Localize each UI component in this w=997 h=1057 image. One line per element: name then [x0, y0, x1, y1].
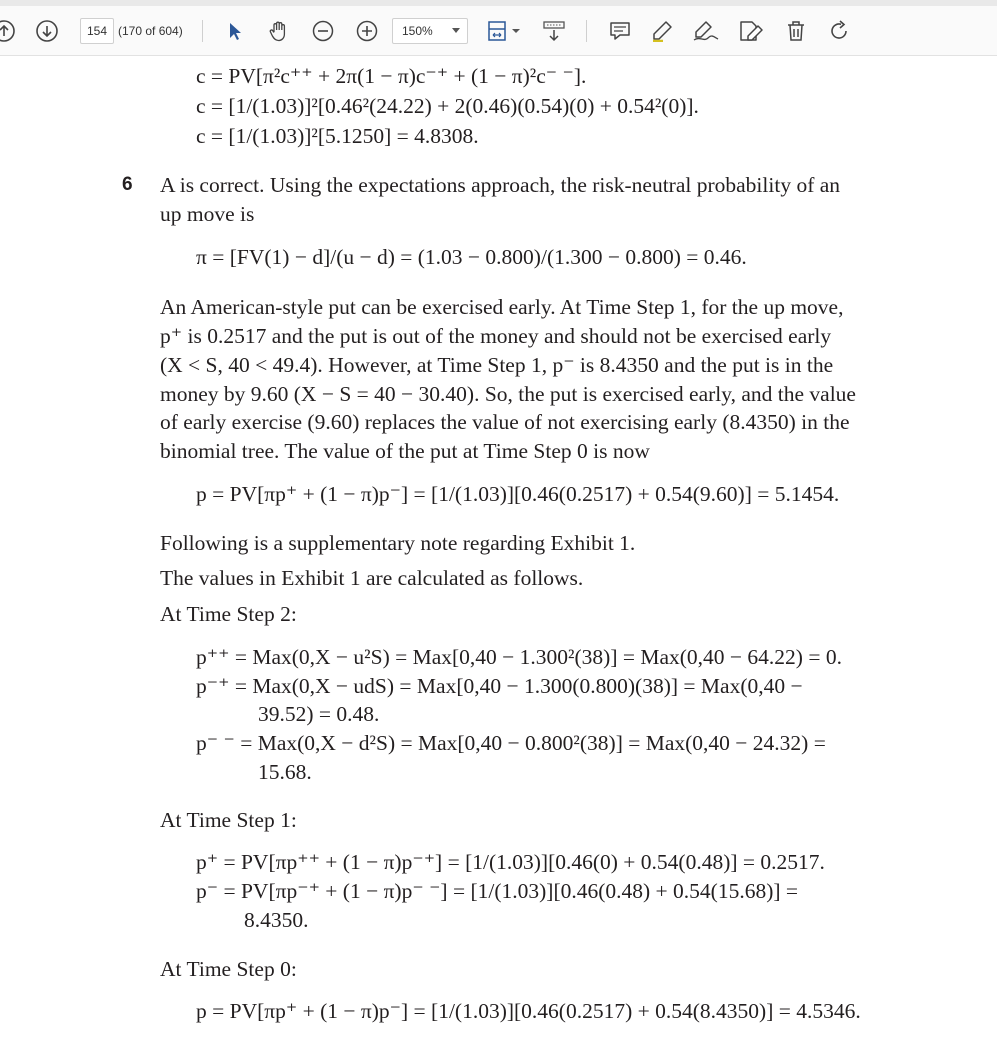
paragraph-line: binomial tree. The value of the put at Time Step 0 is now [160, 439, 650, 463]
paragraph-line: An American-style put can be exercised early. At Time Step 1, for the up move, [160, 295, 844, 319]
select-tool-icon[interactable] [222, 18, 248, 44]
equation-p-upup: p⁺⁺ = Max(0,X − u²S) = Max[0,40 − 1.300²(38)] = Max(0,40 − 64.22) = 0. [196, 645, 842, 669]
equation-p-downup: p⁻⁺ = Max(0,X − udS) = Max[0,40 − 1.300(0.800)(38)] = Max(0,40 − [196, 674, 803, 698]
zoom-select[interactable] [392, 18, 468, 44]
time-step-heading: At Time Step 0: [160, 957, 297, 981]
time-step-heading: At Time Step 1: [160, 808, 297, 832]
document-page [0, 56, 997, 1057]
paragraph-line: (X < S, 40 < 49.4). However, at Time Step 1, p⁻ is 8.4350 and the put is in the [160, 353, 834, 377]
answer-line: A is correct. Using the expectations approach, the risk-neutral probability of an [160, 173, 841, 197]
question-number: 6 [122, 174, 133, 195]
equation-put-value-time-0: p = PV[πp⁺ + (1 − π)p⁻] = [1/(1.03)][0.46(0.2517) + 0.54(8.4350)] = 4.5346. [196, 999, 861, 1023]
read-mode-icon[interactable] [540, 18, 568, 44]
note-line: The values in Exhibit 1 are calculated as follows. [160, 566, 584, 590]
page-position-label: (170 of 604) [118, 24, 183, 38]
zoom-value: 150% [402, 24, 433, 38]
pdf-toolbar [0, 0, 997, 56]
equation-risk-neutral-probability: π = [FV(1) − d]/(u − d) = (1.03 − 0.800)/(1.300 − 0.800) = 0.46. [196, 245, 747, 269]
equation-p-downdown: p⁻ ⁻ = Max(0,X − d²S) = Max[0,40 − 0.800²(38)] = Max(0,40 − 24.32) = [196, 731, 826, 755]
redo-icon[interactable] [826, 18, 854, 44]
equation-p-down: p⁻ = PV[πp⁻⁺ + (1 − π)p⁻ ⁻] = [1/(1.03)][0.46(0.48) + 0.54(15.68)] = [196, 879, 799, 903]
hand-tool-icon[interactable] [265, 18, 293, 44]
equation-put-value-early-exercise: p = PV[πp⁺ + (1 − π)p⁻] = [1/(1.03)][0.46(0.2517) + 0.54(9.60)] = 5.1454. [196, 482, 840, 506]
comment-icon[interactable] [606, 18, 634, 44]
paragraph-line: of early exercise (9.60) replaces the value of not exercising early (8.4350) in the [160, 410, 850, 434]
chevron-down-icon [452, 28, 460, 34]
equation-p-down-cont: 8.4350. [244, 908, 309, 932]
equation-p-up: p⁺ = PV[πp⁺⁺ + (1 − π)p⁻⁺] = [1/(1.03)][0.46(0) + 0.54(0.48)] = 0.2517. [196, 850, 825, 874]
equation-p-downdown-cont: 15.68. [258, 760, 312, 784]
previous-page-icon[interactable] [0, 18, 18, 44]
sign-icon[interactable] [690, 18, 722, 44]
zoom-in-icon[interactable] [354, 18, 380, 44]
page-fit-icon[interactable] [486, 18, 524, 44]
page-number-input[interactable]: 154 [80, 18, 114, 44]
trash-icon[interactable] [782, 18, 810, 44]
equation-call-result: c = [1/(1.03)]²[5.1250] = 4.8308. [196, 124, 479, 148]
time-step-heading: At Time Step 2: [160, 602, 297, 626]
paragraph-line: money by 9.60 (X − S = 40 − 30.40). So, the put is exercised early, and the value [160, 382, 856, 406]
highlight-pen-icon[interactable] [648, 18, 676, 44]
next-page-icon[interactable] [34, 18, 60, 44]
equation-call-substitution: c = [1/(1.03)]²[0.46²(24.22) + 2(0.46)(0.54)(0) + 0.54²(0)]. [196, 94, 699, 118]
equation-call-value: c = PV[π²c⁺⁺ + 2π(1 − π)c⁻⁺ + (1 − π)²c⁻ ⁻]. [196, 64, 587, 88]
equation-p-downup-cont: 39.52) = 0.48. [258, 702, 380, 726]
zoom-out-icon[interactable] [310, 18, 336, 44]
note-line: Following is a supplementary note regarding Exhibit 1. [160, 531, 636, 555]
answer-line: up move is [160, 202, 255, 226]
paragraph-line: p⁺ is 0.2517 and the put is out of the money and should not be exercised early [160, 324, 832, 348]
toolbar-divider [202, 20, 203, 42]
toolbar-divider [586, 20, 587, 42]
fill-sign-icon[interactable] [736, 18, 766, 44]
